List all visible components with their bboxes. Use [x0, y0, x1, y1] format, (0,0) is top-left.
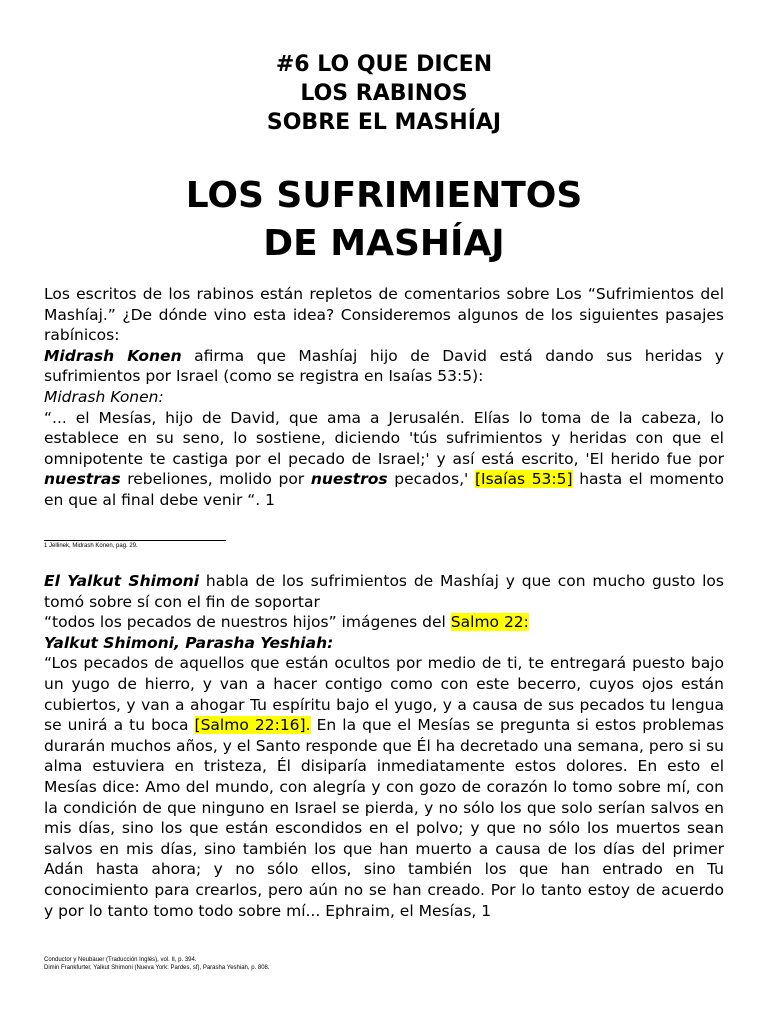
section-yalkut-shimoni: [44, 571, 724, 921]
quote-text: hasta el momento en que al final debe venir “. 1: [44, 470, 725, 509]
source-text: afirma que Mashíaj hijo de David está dando sus heridas y sufrimientos por Israel (como se registra en Isaías 53:5):: [44, 346, 724, 386]
footnote: Dimin Frankfurter, Yalkut Shimoni (Nueva York: Pardes, sf), Parasha Yeshiah, p. 808.: [44, 965, 270, 971]
intro-text: Los escritos de los rabinos están repletos de comentarios sobre Los “Sufrimientos del Mashíaj.” ¿De dónde vino esta idea? Consideremos algunos de los siguientes pasajes rabínicos:: [44, 285, 724, 345]
source-name: El Yalkut Shimoni: [44, 572, 200, 590]
quote-intro: “todos los pecados de nuestros hijos” imágenes del: [44, 613, 451, 632]
quote-emphasis: nuestras: [44, 470, 121, 489]
quote-text: pecados,': [387, 470, 475, 489]
title-line: DE MASHÍAJ: [263, 223, 505, 264]
footnote-divider: [44, 540, 226, 541]
intro-text: habla de los sufrimientos de Mashíaj y que con mucho gusto los tomó sobre sí con el fin de soportar: [44, 572, 724, 611]
footnote: Conductor y Neubauer (Traducción Inglés), vol. II, p. 394.: [44, 957, 197, 963]
subtitle-line: SOBRE EL MASHÍAJ: [266, 110, 502, 135]
subtitle-line: #6 LO QUE DICEN: [275, 52, 493, 77]
document-title: [0, 172, 768, 268]
quote-heading: Midrash Konen:: [44, 387, 164, 406]
quote-text: En la que el Mesías se pregunta si estos problemas durarán muchos años, y el Santo responde que Él ha decretado una semana, pero si su alma estuviera en tristeza, Él disiparía inmediatamente estos dolores. En esto el Mesías dice: Amo del mundo, con alegría y con gozo de corazón lo tomo sobre mí, con la condición de que ninguno en Israel se pierda, y no sólo los que solo serían salvos en mis días, sino los que están escondidos en el polvo; y que no sólo los muertos sean salvos en mis días, sino también los que han muerto a causa de los días del primer Adán hasta ahora; y no sólo ellos, sino también los que han entrado en Tu conocimiento para crearlos, pero aún no se han creado. Por lo tanto estoy de acuerdo y por lo tanto tomo todo sobre mí... Ephraim, el Mesías, 1: [44, 716, 724, 920]
scripture-reference: [Isaías 53:5]: [474, 470, 573, 489]
subtitle-line: LOS RABINOS: [300, 81, 468, 106]
title-line: LOS SUFRIMIENTOS: [185, 175, 583, 216]
document-subtitle: [0, 50, 768, 137]
source-name: Midrash Konen: [44, 346, 182, 365]
footnote: 1 Jellinek, Midrash Konen, pag. 29.: [44, 543, 138, 549]
section-midrash-konen: [44, 284, 724, 511]
quote-text: “Los pecados de aquellos que están ocultos por medio de ti, te entregará puesto bajo un yugo de hierro, y van a hacer contigo como con este becerro, cuyos ojos están cubiertos, y van a ahogar Tu espíritu bajo el yugo, y a causa de sus pecados tu lengua se unirá a tu boca: [44, 654, 724, 735]
quote-text: “... el Mesías, hijo de David, que ama a Jerusalén. Elías lo toma de la cabeza, lo establece en su seno, lo sostiene, diciendo 'tús sufrimientos y heridas con que el omnipotente te castiga por el pecado de Israel;' y así está escrito, 'El herido fue por: [44, 408, 724, 468]
scripture-reference: [Salmo 22:16].: [194, 716, 311, 735]
scripture-reference: Salmo 22:: [450, 613, 529, 632]
quote-text: rebeliones, molido por: [120, 470, 311, 489]
quote-heading: Yalkut Shimoni, Parasha Yeshiah:: [44, 633, 334, 652]
quote-emphasis: nuestros: [310, 470, 388, 489]
